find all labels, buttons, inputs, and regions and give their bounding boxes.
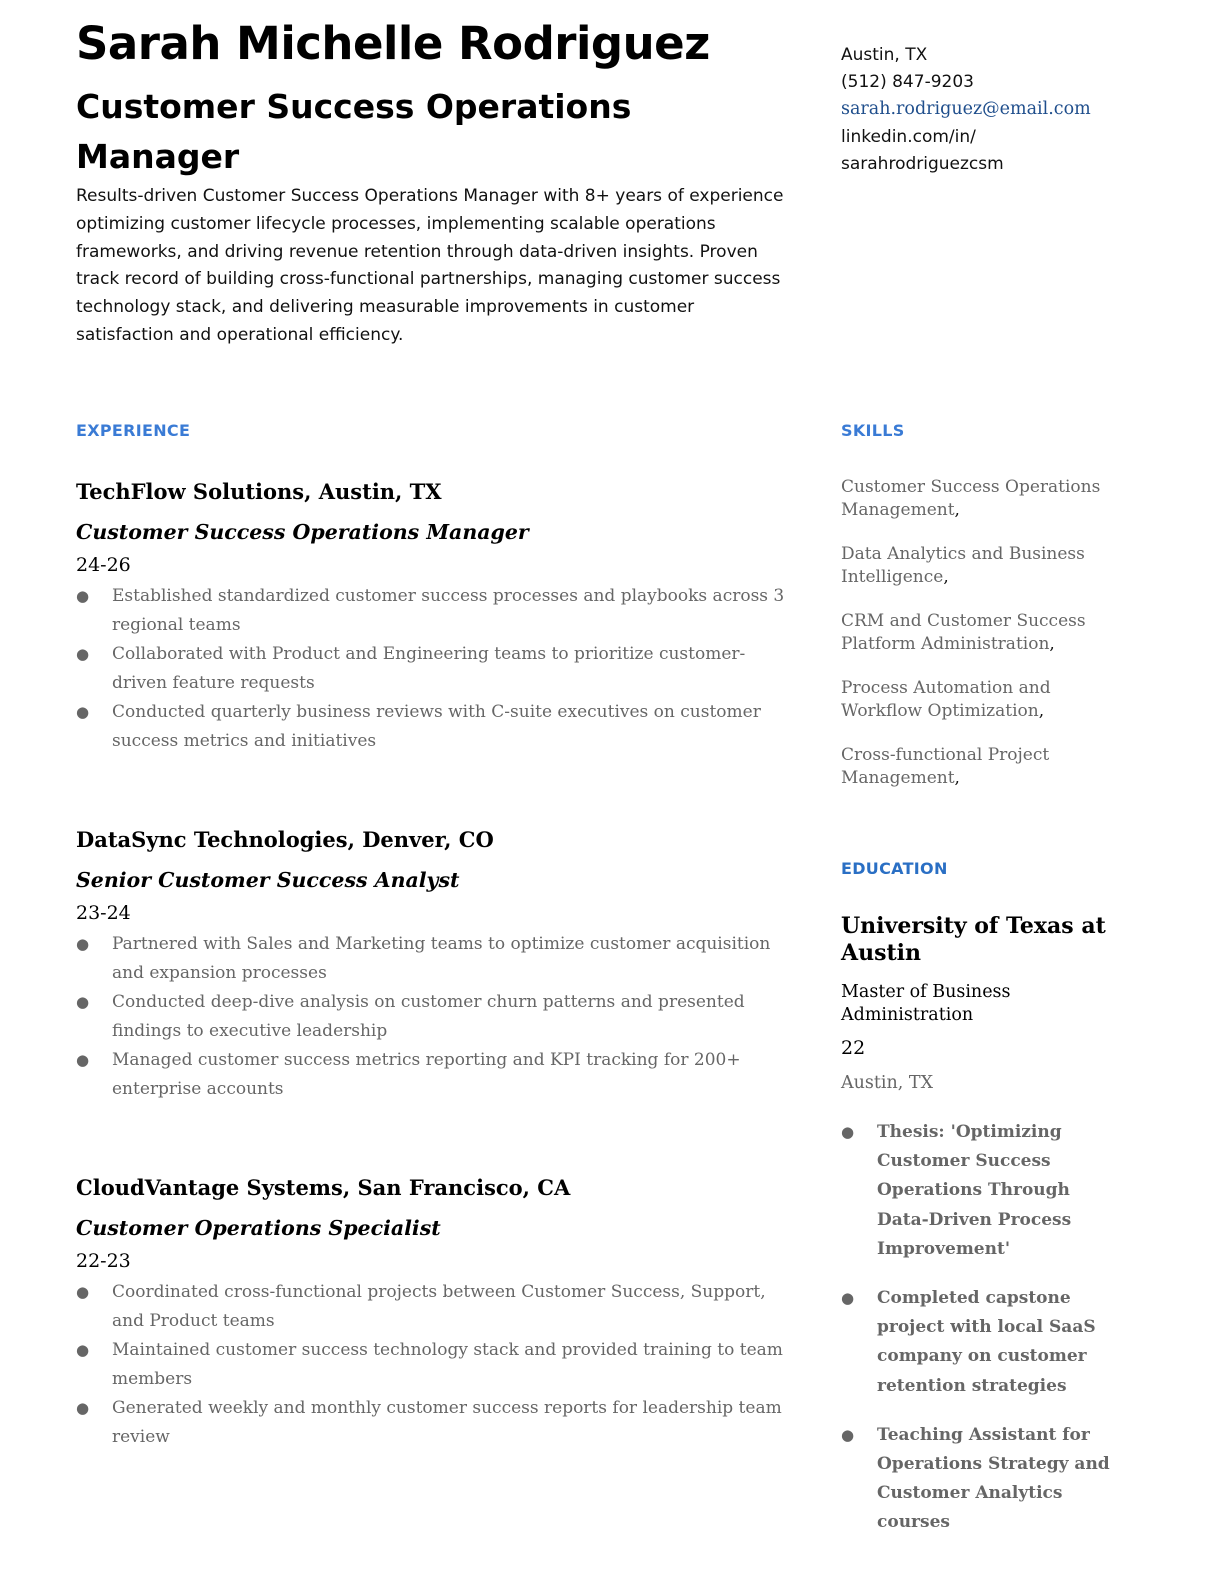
bullet-item: ● Coordinated cross-functional projects between Customer Success, Support, and Product teams [76, 1278, 796, 1336]
experience-heading: EXPERIENCE [76, 421, 191, 440]
bullet-dot-icon: ● [76, 703, 90, 721]
bullet-dot-icon: ● [76, 1399, 90, 1417]
professional-title: Customer Success Operations Manager [76, 87, 632, 176]
bullet-item: ● Thesis: 'Optimizing Customer Success Operations Through Data-Driven Process Improvement' [841, 1118, 1111, 1264]
skills-list [841, 476, 1121, 811]
bullet-dot-icon: ● [76, 1051, 90, 1069]
skill-item: Process Automation and Workflow Optimization, [841, 678, 1051, 721]
job-position: Customer Operations Specialist [76, 1216, 441, 1240]
bullet-dot-icon: ● [841, 1425, 855, 1444]
bullet-dot-icon: ● [76, 1283, 90, 1301]
company-name: DataSync Technologies, Denver, CO [76, 827, 494, 852]
job-bullets [76, 582, 796, 756]
bullet-item: ● Conducted quarterly business reviews with C-suite executives on customer success metrics and initiatives [76, 698, 796, 756]
contact-block [841, 42, 1091, 178]
job-position: Customer Success Operations Manager [76, 520, 529, 544]
contact-location: Austin, TX [841, 45, 928, 65]
bullet-dot-icon: ● [76, 993, 90, 1011]
experience-entry [76, 826, 796, 1104]
bullet-item: ● Collaborated with Product and Engineering teams to prioritize customer-driven feature requests [76, 640, 796, 698]
school-location: Austin, TX [841, 1073, 934, 1093]
skill-item: Data Analytics and Business Intelligence, [841, 544, 1085, 587]
bullet-dot-icon: ● [841, 1289, 855, 1308]
contact-linkedin-line1[interactable]: linkedin.com/in/ [841, 126, 976, 147]
skill-item: CRM and Customer Success Platform Administration, [841, 611, 1086, 654]
job-dates: 23-24 [76, 902, 131, 924]
degree-name: Master of Business Administration [841, 982, 1011, 1025]
contact-email-link[interactable]: sarah.rodriguez@email.com [841, 99, 1091, 120]
experience-entry [76, 478, 796, 756]
job-dates: 22-23 [76, 1250, 131, 1272]
contact-phone: (512) 847-9203 [841, 72, 974, 93]
candidate-name: Sarah Michelle Rodriguez [76, 17, 710, 70]
job-position: Senior Customer Success Analyst [76, 868, 460, 892]
bullet-dot-icon: ● [76, 587, 90, 605]
job-bullets [76, 930, 796, 1104]
professional-summary: Results-driven Customer Success Operations Manager with 8+ years of experience optimizing customer lifecycle processes, implementing scalable operations frameworks, and driving revenue retention through data-driven insights. Proven track record of building cross-functional partnerships, managing customer success technology stack, and delivering measurable improvements in customer satisfaction and operational efficiency. [76, 186, 784, 345]
bullet-item: ● Completed capstone project with local SaaS company on customer retention strategies [841, 1284, 1111, 1401]
bullet-dot-icon: ● [841, 1123, 855, 1141]
school-name: University of Texas at Austin [841, 913, 1106, 966]
bullet-item: ● Conducted deep-dive analysis on customer churn patterns and presented findings to executive leadership [76, 988, 796, 1046]
bullet-item: ● Partnered with Sales and Marketing teams to optimize customer acquisition and expansion processes [76, 930, 796, 988]
bullet-item: ● Maintained customer success technology stack and provided training to team members [76, 1336, 796, 1394]
skills-heading: SKILLS [841, 421, 905, 440]
bullet-dot-icon: ● [76, 935, 90, 953]
graduation-year: 22 [841, 1037, 866, 1059]
job-bullets [76, 1278, 796, 1452]
skill-item: Customer Success Operations Management, [841, 477, 1101, 520]
education-bullets [841, 1118, 1111, 1558]
company-name: TechFlow Solutions, Austin, TX [76, 479, 442, 504]
education-heading: EDUCATION [841, 859, 948, 878]
bullet-item: ● Established standardized customer success processes and playbooks across 3 regional teams [76, 582, 796, 640]
bullet-item: ● Generated weekly and monthly customer success reports for leadership team review [76, 1394, 796, 1452]
job-dates: 24-26 [76, 554, 131, 576]
bullet-item: ● Managed customer success metrics reporting and KPI tracking for 200+ enterprise accounts [76, 1046, 796, 1104]
skill-item: Cross-functional Project Management, [841, 745, 1050, 788]
bullet-dot-icon: ● [76, 1341, 90, 1359]
bullet-dot-icon: ● [76, 645, 90, 663]
experience-entry [76, 1174, 796, 1452]
contact-linkedin-line2[interactable]: sarahrodriguezcsm [841, 153, 1004, 174]
company-name: CloudVantage Systems, San Francisco, CA [76, 1175, 571, 1200]
bullet-item: ● Teaching Assistant for Operations Strategy and Customer Analytics courses [841, 1421, 1111, 1538]
